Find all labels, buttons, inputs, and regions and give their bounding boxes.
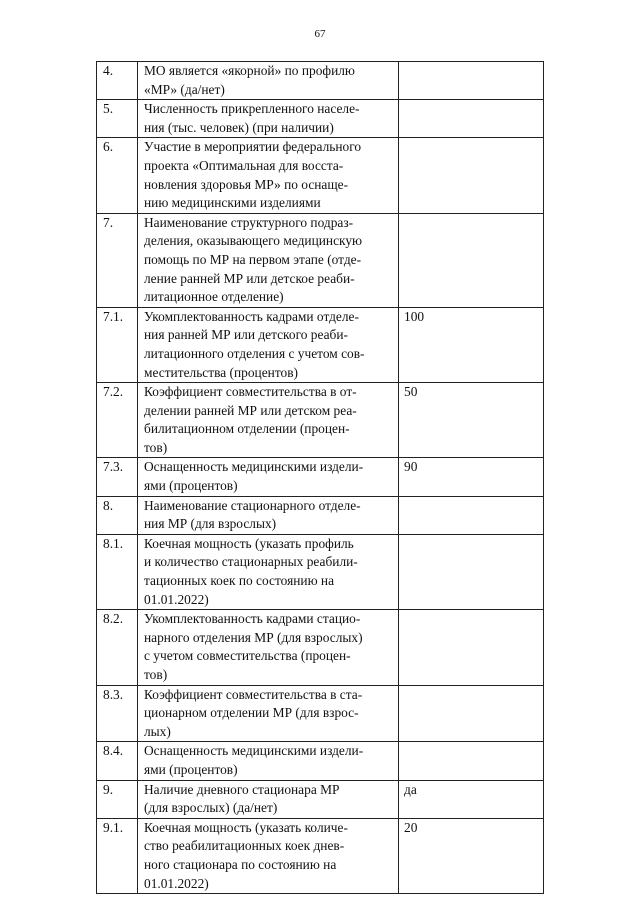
- table-row: [97, 383, 544, 458]
- description-line: тов): [144, 667, 168, 682]
- description-line: Коэффициент совместительства в ста-: [144, 686, 363, 702]
- row-description: [138, 307, 399, 382]
- row-value: 100: [399, 307, 544, 382]
- row-value: [399, 213, 544, 307]
- description-line: 01.01.2022): [144, 591, 209, 607]
- row-description: [138, 534, 399, 609]
- description-line: Оснащенность медицинскими издели-: [144, 459, 364, 475]
- row-value: 90: [399, 458, 544, 496]
- description-line: «МР» (да/нет): [144, 81, 225, 97]
- table-row: [97, 742, 544, 780]
- table-row: [97, 685, 544, 742]
- table-body: [97, 62, 544, 894]
- table-row: [97, 496, 544, 534]
- table-row: [97, 534, 544, 609]
- row-value: 50: [399, 383, 544, 458]
- row-description: [138, 383, 399, 458]
- row-description: [138, 742, 399, 780]
- description-line: тационных коек по состоянию на: [144, 573, 335, 589]
- row-number: 7.3.: [97, 458, 138, 496]
- description-line: Оснащенность медицинскими издели-: [144, 743, 364, 759]
- description-line: Укомплектованность кадрами стацио-: [144, 611, 361, 627]
- row-description: [138, 780, 399, 818]
- description-line: нию медицинскими изделиями: [144, 195, 321, 211]
- row-value: 20: [399, 818, 544, 893]
- description-line: проекта «Оптимальная для восста-: [144, 157, 344, 173]
- description-line: ление ранней МР или детское реаби-: [144, 270, 355, 286]
- description-line: ционарном отделении МР (для взрос-: [144, 705, 359, 721]
- row-description: [138, 818, 399, 893]
- description-line: Коэффициент совместительства в от-: [144, 384, 357, 400]
- description-line: ния ранней МР или детского реаби-: [144, 327, 348, 343]
- description-line: литационного отделения с учетом сов-: [144, 345, 365, 361]
- description-line: Участие в мероприятии федерального: [144, 139, 362, 155]
- row-number: 7.1.: [97, 307, 138, 382]
- row-number: 8.1.: [97, 534, 138, 609]
- description-line: Наличие дневного стационара МР: [144, 781, 340, 797]
- row-number: 6.: [97, 138, 138, 213]
- description-line: и количество стационарных реабили-: [144, 554, 358, 570]
- description-line: Наименование стационарного отделе-: [144, 497, 361, 513]
- description-line: ного стационара по состоянию на: [144, 856, 337, 872]
- row-number: 5.: [97, 100, 138, 138]
- description-line: МО является «якорной» по профилю: [144, 63, 355, 78]
- description-line: деления, оказывающего медицинскую: [144, 233, 363, 249]
- row-value: [399, 62, 544, 100]
- row-value: [399, 534, 544, 609]
- description-line: 01.01.2022): [144, 875, 209, 891]
- table-row: [97, 780, 544, 818]
- row-description: [138, 496, 399, 534]
- description-line: Коечная мощность (указать профиль: [144, 535, 354, 551]
- description-line: ями (процентов): [144, 761, 238, 777]
- row-value: да: [399, 780, 544, 818]
- description-line: делении ранней МР или детском реа-: [144, 402, 357, 418]
- row-value: [399, 100, 544, 138]
- row-description: [138, 100, 399, 138]
- row-number: 9.: [97, 780, 138, 818]
- row-number: 8.3.: [97, 685, 138, 742]
- description-line: ями (процентов): [144, 478, 238, 494]
- table-row: [97, 62, 544, 100]
- row-description: [138, 138, 399, 213]
- description-line: лых): [144, 723, 171, 739]
- row-description: [138, 213, 399, 307]
- table-row: [97, 100, 544, 138]
- table-row: [97, 610, 544, 685]
- row-number: 7.: [97, 213, 138, 307]
- description-line: нарного отделения МР (для взрослых): [144, 629, 363, 645]
- description-line: помощь по МР на первом этапе (отде-: [144, 251, 362, 267]
- table-row: [97, 458, 544, 496]
- row-value: [399, 496, 544, 534]
- table-row: [97, 307, 544, 382]
- table-row: [97, 138, 544, 213]
- row-number: 8.4.: [97, 742, 138, 780]
- row-description: [138, 458, 399, 496]
- row-number: 9.1.: [97, 818, 138, 893]
- data-table: [96, 61, 544, 894]
- description-line: (для взрослых) (да/нет): [144, 800, 278, 816]
- description-line: билитационном отделении (процен-: [144, 421, 350, 437]
- description-line: ния (тыс. человек) (при наличии): [144, 119, 334, 135]
- description-line: ния МР (для взрослых): [144, 516, 277, 532]
- row-number: 8.: [97, 496, 138, 534]
- table-row: [97, 818, 544, 893]
- page-number: 67: [314, 28, 326, 40]
- row-value: [399, 610, 544, 685]
- row-number: 4.: [97, 62, 138, 100]
- row-description: [138, 610, 399, 685]
- row-description: [138, 62, 399, 100]
- description-line: Укомплектованность кадрами отделе-: [144, 308, 359, 324]
- row-number: 8.2.: [97, 610, 138, 685]
- description-line: новления здоровья МР» по оснаще-: [144, 176, 349, 192]
- table-row: [97, 213, 544, 307]
- description-line: Наименование структурного подраз-: [144, 214, 354, 230]
- description-line: Численность прикрепленного населе-: [144, 101, 360, 117]
- row-value: [399, 685, 544, 742]
- description-line: местительства (процентов): [144, 364, 298, 380]
- description-line: литационное отделение): [144, 289, 284, 305]
- row-description: [138, 685, 399, 742]
- description-line: ство реабилитационных коек днев-: [144, 838, 345, 854]
- row-number: 7.2.: [97, 383, 138, 458]
- row-value: [399, 742, 544, 780]
- description-line: тов): [144, 439, 168, 455]
- description-line: с учетом совместительства (процен-: [144, 648, 351, 664]
- description-line: Коечная мощность (указать количе-: [144, 819, 348, 835]
- row-value: [399, 138, 544, 213]
